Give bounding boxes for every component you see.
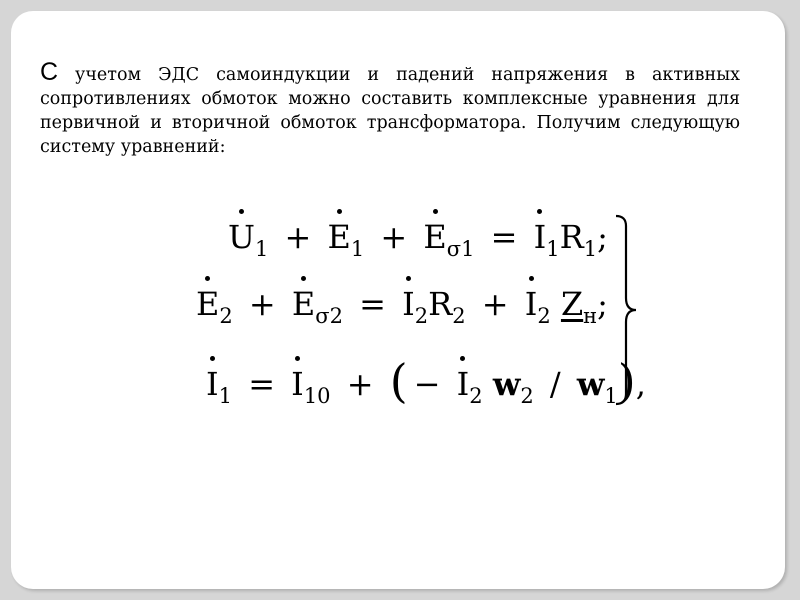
equation-line-3 (206, 352, 646, 406)
paragraph-text: учетом ЭДС самоиндукции и падений напряжения в активных сопротивлениях обмоток можно составить комплексные уравнения для первичной и вторичной обмоток трансформатора. Получим следующую систему уравнений: (40, 65, 740, 157)
operator-divide: / (549, 365, 561, 403)
equation-line-1 (228, 218, 608, 261)
subscript: 1 (218, 384, 233, 408)
operator-plus: + (248, 285, 276, 323)
current-i1: I (206, 365, 219, 403)
dot-accent (295, 356, 300, 361)
dot-accent (337, 209, 342, 214)
subscript: 2 (414, 304, 429, 328)
left-paren: ( (389, 354, 408, 408)
subscript: 1 (604, 384, 618, 408)
comma: , (635, 365, 646, 403)
current-i10: I (291, 365, 304, 403)
operator-minus: − (413, 365, 441, 403)
dot-accent (239, 209, 244, 214)
subscript: 1 (254, 237, 269, 261)
emf-es1: E (423, 218, 446, 256)
subscript: 2 (219, 304, 233, 328)
operator-plus: + (346, 365, 374, 403)
operator-plus: + (284, 218, 312, 256)
subscript: σ2 (315, 304, 343, 328)
dot-accent (433, 209, 438, 214)
paragraph-dropcap: С (40, 58, 59, 86)
operator-equals: = (359, 285, 386, 323)
turns-w1: w (576, 365, 605, 403)
current-i1: I (534, 218, 547, 256)
subscript: σ1 (446, 237, 475, 261)
impedance-zn: $Z_н$ (560, 285, 598, 328)
dot-accent (205, 276, 210, 281)
subscript: 2 (520, 384, 534, 408)
emf-es2: E (292, 285, 315, 323)
current-i2: I (457, 365, 470, 403)
operator-plus: + (481, 285, 509, 323)
right-paren: ) (617, 354, 636, 408)
operator-equals: = (248, 365, 275, 403)
resistance-r2: R (428, 285, 453, 323)
subscript: 1 (583, 237, 598, 261)
dot-accent (210, 356, 215, 361)
dot-accent (406, 276, 411, 281)
subscript: н (583, 304, 598, 328)
emf-e1: E (328, 218, 351, 256)
subscript: 2 (469, 384, 483, 408)
right-brace-icon (612, 214, 640, 406)
subscript: 1 (546, 237, 560, 261)
current-i2: I (402, 285, 415, 323)
semicolon: ; (597, 285, 608, 323)
subscript: 2 (452, 304, 466, 328)
dot-accent (529, 276, 534, 281)
brace-path (616, 216, 636, 404)
semicolon: ; (597, 218, 608, 256)
resistance-r1: R (559, 218, 584, 256)
emf-e2: E (196, 285, 219, 323)
equation-line-2 (196, 285, 608, 328)
operator-equals: = (490, 218, 518, 256)
operator-plus: + (380, 218, 408, 256)
current-i2-load: I (525, 285, 538, 323)
subscript: 2 (537, 304, 551, 328)
subscript: 1 (350, 237, 365, 261)
dot-accent (537, 209, 542, 214)
dot-accent (460, 356, 465, 361)
turns-w2: w (492, 365, 521, 403)
subscript: 10 (303, 384, 331, 408)
voltage-u1: U (228, 218, 255, 256)
dot-accent (301, 276, 306, 281)
